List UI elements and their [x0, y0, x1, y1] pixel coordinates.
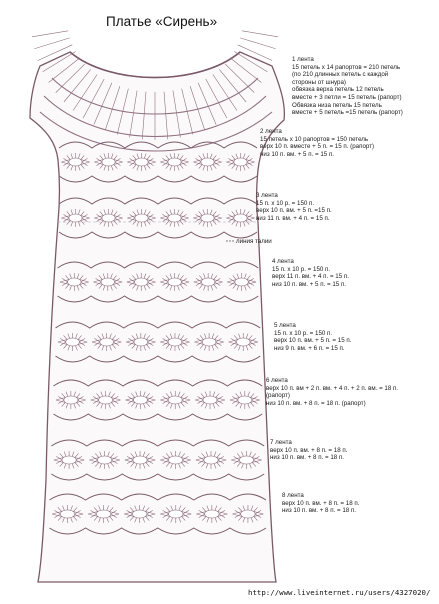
band-6-label: 6 лента	[266, 377, 288, 384]
fan-center	[201, 214, 214, 222]
band-3-label: 3 лента	[256, 192, 278, 199]
band-4-line: верх 11 п. вм. + 4 п. = 15 п.	[272, 273, 349, 281]
fan-center	[168, 278, 181, 286]
fan-center	[97, 456, 111, 464]
fan-center	[60, 510, 74, 518]
fan-center	[134, 338, 148, 346]
fan-center	[235, 278, 248, 286]
page-title: Платье «Сирень»	[106, 14, 218, 29]
band-3-line: верх 10 п. вм. + 5 п. =15 п.	[256, 207, 332, 215]
fan-center	[132, 510, 146, 518]
band-2-line: низ 10 п. вм. + 5 п. = 15 п.	[260, 150, 335, 158]
footer-url: http://www.liveinternet.ru/users/4327020/	[248, 588, 431, 597]
fan-center	[102, 214, 115, 222]
fan-center	[68, 278, 81, 286]
yoke-fan-stroke	[34, 38, 69, 49]
fan-center	[234, 158, 247, 166]
band-7-line: низ 10 п. вм. + 8 п. = 18 п.	[270, 454, 345, 462]
fan-center	[135, 158, 148, 166]
yoke-fan-stroke	[240, 38, 275, 49]
fan-center	[69, 158, 82, 166]
fan-center	[168, 396, 182, 404]
fan-center	[133, 456, 147, 464]
fan-center	[69, 214, 82, 222]
band-6-line: низ 10 п. вм. + 8 п. = 18 п. (рапорт)	[266, 399, 366, 407]
band-6-note	[266, 377, 398, 407]
band-2-note	[260, 128, 374, 158]
fan-center	[102, 158, 115, 166]
band-7-line: верх 10 п. вм. + 8 п. = 18 п.	[270, 446, 348, 454]
fan-center	[203, 396, 217, 404]
fan-center	[241, 510, 255, 518]
yoke-fan-stroke	[242, 31, 278, 37]
fan-center	[204, 456, 218, 464]
band-5-line: верх 10 п. вм. + 5 п. = 15 п.	[274, 337, 352, 345]
band-3-line: низ 11 п. вм. + 4 п. = 15 п.	[256, 214, 330, 222]
band-2-line: 15 петель х 10 рапортов = 150 петель	[260, 135, 369, 143]
band-8-line: низ 10 п. вм. + 8 п. = 18 п.	[282, 507, 357, 515]
fan-center	[101, 278, 114, 286]
fan-center	[168, 456, 182, 464]
fan-center	[234, 214, 247, 222]
band-1-line: (по 210 длинных петель с каждой	[292, 71, 389, 79]
band-1-line: стороны от шнура)	[292, 78, 346, 86]
fan-center	[135, 278, 148, 286]
band-8-note	[282, 492, 359, 515]
band-7-note	[270, 439, 347, 462]
band-5-note	[274, 322, 351, 352]
fan-center	[96, 510, 110, 518]
band-2-label: 2 лента	[260, 128, 282, 135]
band-5-label: 5 лента	[274, 322, 296, 329]
band-3-note	[256, 192, 332, 222]
band-5-line: 15 п. х 10 р. = 150 п.	[274, 329, 333, 337]
fan-center	[62, 456, 76, 464]
fan-center	[168, 214, 181, 222]
fan-center	[238, 396, 252, 404]
band-1-line: вместе + 5 петель =15 петель (рапорт)	[292, 109, 403, 117]
fan-center	[66, 338, 80, 346]
fan-center	[205, 510, 219, 518]
band-8-label: 8 лента	[282, 492, 304, 499]
fan-center	[99, 396, 113, 404]
band-4-line: низ 10 п. вм. + 5 п. = 15 п.	[272, 280, 347, 288]
band-4-line: 15 п. х 10 р. = 150 п.	[272, 265, 331, 273]
band-6-line: верх 10 п. вм + 2 п. вм. + 4 п. + 2 п. вм. = 18 п.	[266, 384, 399, 392]
band-4-label: 4 лента	[272, 258, 294, 265]
fan-center	[135, 214, 148, 222]
band-1-label: 1 лента	[292, 56, 314, 63]
fan-center	[169, 510, 183, 518]
band-5-line: низ 9 п. вм. + 6 п. = 15 п.	[274, 344, 345, 352]
fan-center	[133, 396, 147, 404]
band-7-label: 7 лента	[270, 439, 292, 446]
fan-center	[168, 158, 181, 166]
band-3-line: 15 п. х 10 р. = 150 п.	[256, 199, 315, 207]
fan-center	[201, 158, 214, 166]
fan-center	[201, 278, 214, 286]
yoke-fan-stroke	[32, 31, 68, 37]
band-8-line: верх 10 п. вм. + 8 п. = 18 п.	[282, 499, 360, 507]
fan-center	[168, 338, 182, 346]
fan-center	[202, 338, 216, 346]
fan-center	[64, 396, 78, 404]
band-4-note	[272, 258, 349, 288]
fan-center	[100, 338, 114, 346]
band-2-line: верх 10 п. вместе + 5 п. = 15 п. (рапорт)	[260, 143, 375, 151]
band-1-line: вместе + 3 петли = 15 петель (рапорт)	[292, 93, 402, 101]
band-1-note	[292, 56, 403, 117]
band-1-line: Обвязка низа петель 15 петель	[292, 101, 382, 109]
fan-center	[239, 456, 253, 464]
fan-center	[236, 338, 250, 346]
waist-line-label: линия талии	[236, 238, 272, 245]
band-6-line: (рапорт)	[266, 392, 290, 400]
band-1-line: обвязка верха петель 12 петель	[292, 86, 384, 94]
band-1-line: 15 петель х 14 рапортов = 210 петель	[292, 63, 401, 71]
